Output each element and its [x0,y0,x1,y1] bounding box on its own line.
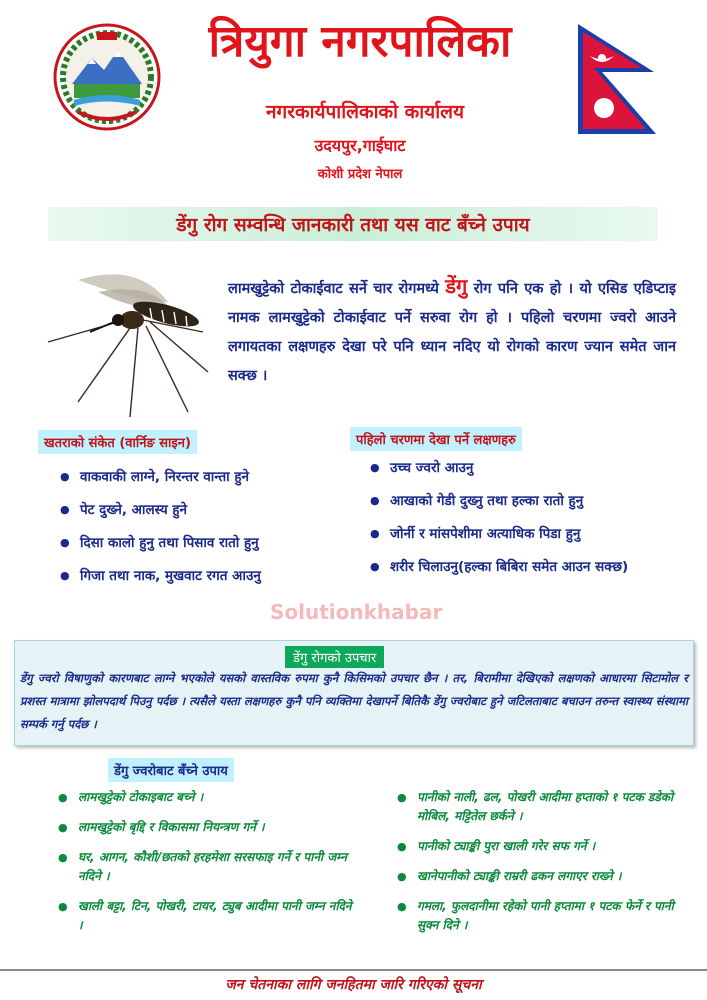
intro-text-2: रोग पनि एक हो । यो एसिड एडिप्टाइ नामक लामखुट्टेको टोकाईवाट पर्ने सरुवा रोग हो । पहिलो चरणमा ज्वरो आउने लगायतका लक्षणहरु देखा परे पनि ध्यान नदिए यो रोगको कारण ज्यान समेत जान सक्छ । [228,281,676,384]
list-item: ● शरीर चिलाउनु(हल्का बिबिरा समेत आउन सक्छ) [368,557,686,577]
prevention-list-left [56,788,356,946]
treatment-heading: डेंगु रोगको उपचार [285,646,384,668]
headline: डेंगु रोग सम्वन्धि जानकारी तथा यस वाट बँच्ने उपाय [48,207,658,241]
warning-heading: खतराको संकेत (वार्निङ साइन) [38,430,197,454]
list-item: ● उच्च ज्वरो आउनु [368,458,686,478]
list-item: ● लामखुट्टेको बृद्दि र विकासमा नियन्त्रण गर्ने । [56,818,356,837]
list-item: ● पानीको नाली, ढल, पोखरी आदीमा हप्ताको १ पटक डडेको मोबिल, मट्टितेल छर्कने । [395,788,695,826]
prevention-list-right [395,788,695,946]
footer-note: जन चेतनाका लागि जनहितमा जारि गरिएको सूचना [225,977,482,993]
list-item: ● खाली बट्टा, टिन, पोखरी, टायर, ट्युब आदीमा पानी जम्न नदिने । [56,897,356,935]
office-location: उदयपुर,गाईघाट [314,136,406,155]
treatment-text: डेंगु ज्वरो विषाणुको कारणबाट लाग्ने भएकोले यसको वास्तविक रुपमा कुनै किसिमको उपचार छैन । तर, बिरामीमा देखिएको लक्षणको आधारमा सिटामोल र प्रशस्त मात्रामा झोलपदार्थ पिउनु पर्दछ । त्यसैले यस्ता लक्षणहरु कुनै पनि व्यक्तिमा देखापर्ने बितिकै डेंगु ज्वरोबाट हुने जटिलताबाट बचाउन तरुन्त स्वास्थ्य संस्थामा सम्पर्क गर्नु पर्दछ । [20,671,688,731]
list-item: ● गमला, फुलदानीमा रहेको पानी हप्तामा १ पटक फेर्ने र पानी सुक्न दिने । [395,897,695,935]
warning-list [58,467,343,599]
list-item: ● दिसा कालो हुनु तथा पिसाव रातो हुनु [58,533,343,553]
list-item: ● आखाको गेडी दुख्नु तथा हल्का रातो हुनु [368,491,686,511]
symptoms-heading: पहिलो चरणमा देखा पर्ने लक्षणहरु [350,427,522,451]
intro-paragraph [228,272,676,391]
symptoms-list [368,458,686,590]
list-item: ● वाकवाकी लाग्ने, निरन्तर वान्ता हुने [58,467,343,487]
footer-divider [0,969,707,971]
office-name: नगरकार्यपालिकाको कार्यालय [265,101,465,123]
list-item: ● गिजा तथा नाक, मुखवाट रगत आउनु [58,566,343,586]
list-item: ● खानेपानीको ट्याङ्की राम्ररी ढकन लगाएर राख्ने । [395,867,695,886]
municipality-emblem-icon [52,22,162,132]
intro-text-1: लामखुट्टेको टोकाईवाट सर्ने चार रोगमध्ये [228,281,439,297]
nepal-flag-icon [572,22,667,137]
list-item: ● लामखुट्टेको टोकाइबाट बच्ने । [56,788,356,807]
list-item: ● जोर्नी र मांसपेशीमा अत्याधिक पिडा हुनु [368,524,686,544]
mosquito-icon [38,262,218,422]
list-item: ● पेट दुख्ने, आलस्य हुने [58,500,343,520]
list-item: ● घर, आगन, कौशी/छतको हरहमेशा सरसफाइ गर्ने र पानी जम्न नदिने । [56,848,356,886]
watermark: Solutionkhabar [270,600,443,624]
page-title: त्रियुगा नगरपालिका [208,16,512,67]
province-name: कोशी प्रदेश नेपाल [317,167,403,182]
intro-highlight: डेंगु [445,274,468,298]
list-item: ● पानीको ट्याङ्की पुरा खाली गरेर सफ गर्ने । [395,837,695,856]
prevention-heading: डेंगु ज्वरोबाट बँच्ने उपाय [108,758,234,782]
